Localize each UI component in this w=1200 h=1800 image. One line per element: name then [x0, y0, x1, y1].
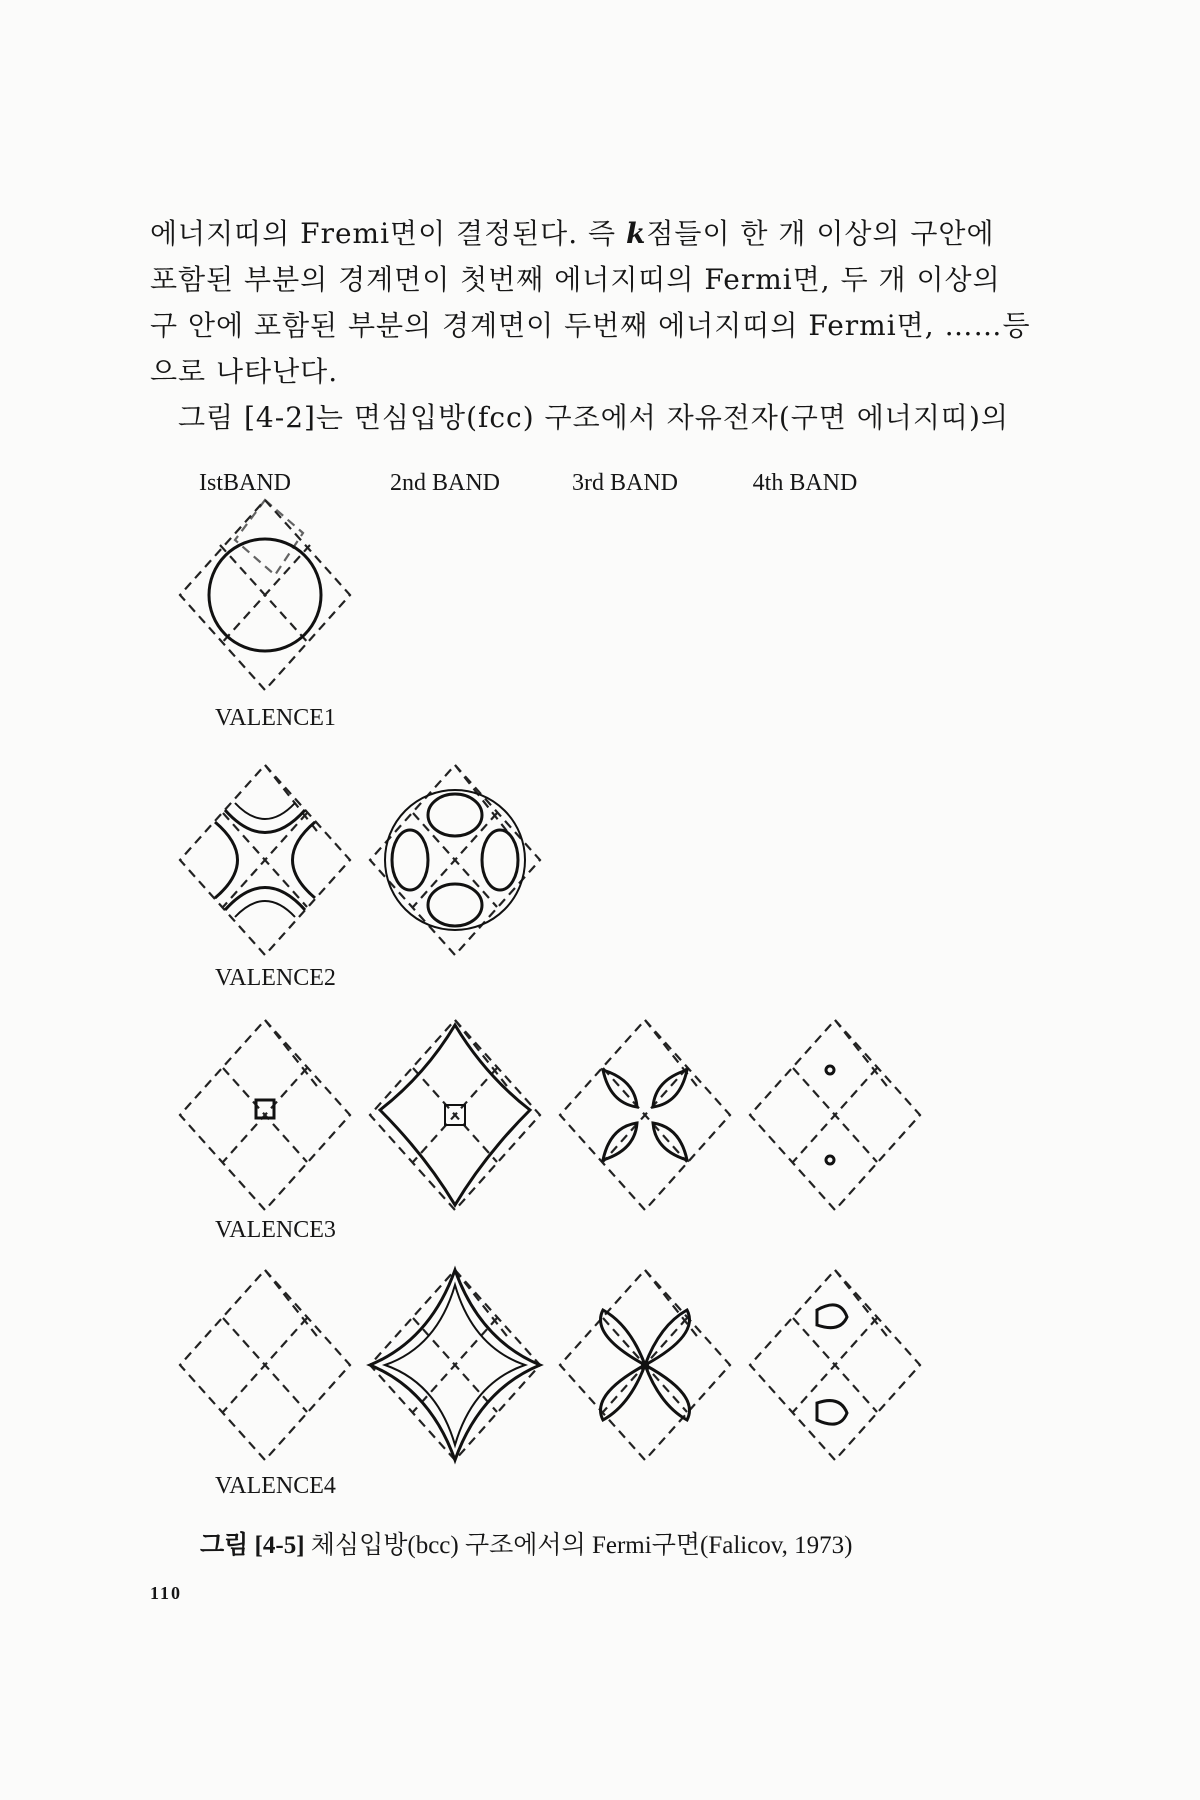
- valence4-band2-diagram: [370, 1270, 540, 1460]
- valence2-band1-diagram: [180, 765, 350, 955]
- paragraph-line-2: 포함된 부분의 경계면이 첫번째 에너지띠의 Fermi면, 두 개 이상의: [150, 263, 1001, 296]
- valence4-band1-diagram: [180, 1270, 350, 1460]
- valence4-band4-diagram: [750, 1270, 920, 1460]
- paragraph-line-1: 에너지띠의 Fremi면이 결정된다. 즉 k점들이 한 개 이상의 구안에: [150, 217, 995, 250]
- valence-label-2: VALENCE2: [215, 965, 336, 991]
- band-label-1: IstBAND: [198, 470, 291, 496]
- band-label-3: 3rd BAND: [572, 470, 678, 496]
- valence3-band1-diagram: [180, 1020, 350, 1210]
- figure-caption: [200, 1525, 853, 1561]
- paragraph-line-3: 구 안에 포함된 부분의 경계면이 두번째 에너지띠의 Fermi면, ……등: [150, 309, 1031, 342]
- valence-label-3: VALENCE3: [215, 1217, 336, 1243]
- valence-label-1: VALENCE1: [215, 705, 336, 731]
- page-number: 110: [150, 1583, 183, 1603]
- valence1-band1-diagram: [180, 500, 350, 690]
- caption-text: 체심입방(bcc) 구조에서의 Fermi구면(Falicov, 1973): [310, 1532, 853, 1559]
- band-label-4: 4th BAND: [752, 470, 858, 496]
- valence4-band3-diagram: [560, 1270, 730, 1460]
- wave-vector-k: k: [625, 217, 647, 250]
- valence3-band4-diagram: [750, 1020, 920, 1210]
- valence2-band2-diagram: [370, 765, 540, 955]
- valence3-band2-diagram: [370, 1020, 540, 1210]
- paragraph-line-5: 그림 [4-2]는 면심입방(fcc) 구조에서 자유전자(구면 에너지띠)의: [178, 401, 1009, 434]
- valence-label-4: VALENCE4: [215, 1473, 336, 1499]
- figure-number: 그림 [4-5]: [200, 1532, 305, 1559]
- paragraph-line-4: 으로 나타난다.: [150, 355, 339, 388]
- valence3-band3-diagram: [560, 1020, 730, 1210]
- band-label-2: 2nd BAND: [389, 470, 500, 496]
